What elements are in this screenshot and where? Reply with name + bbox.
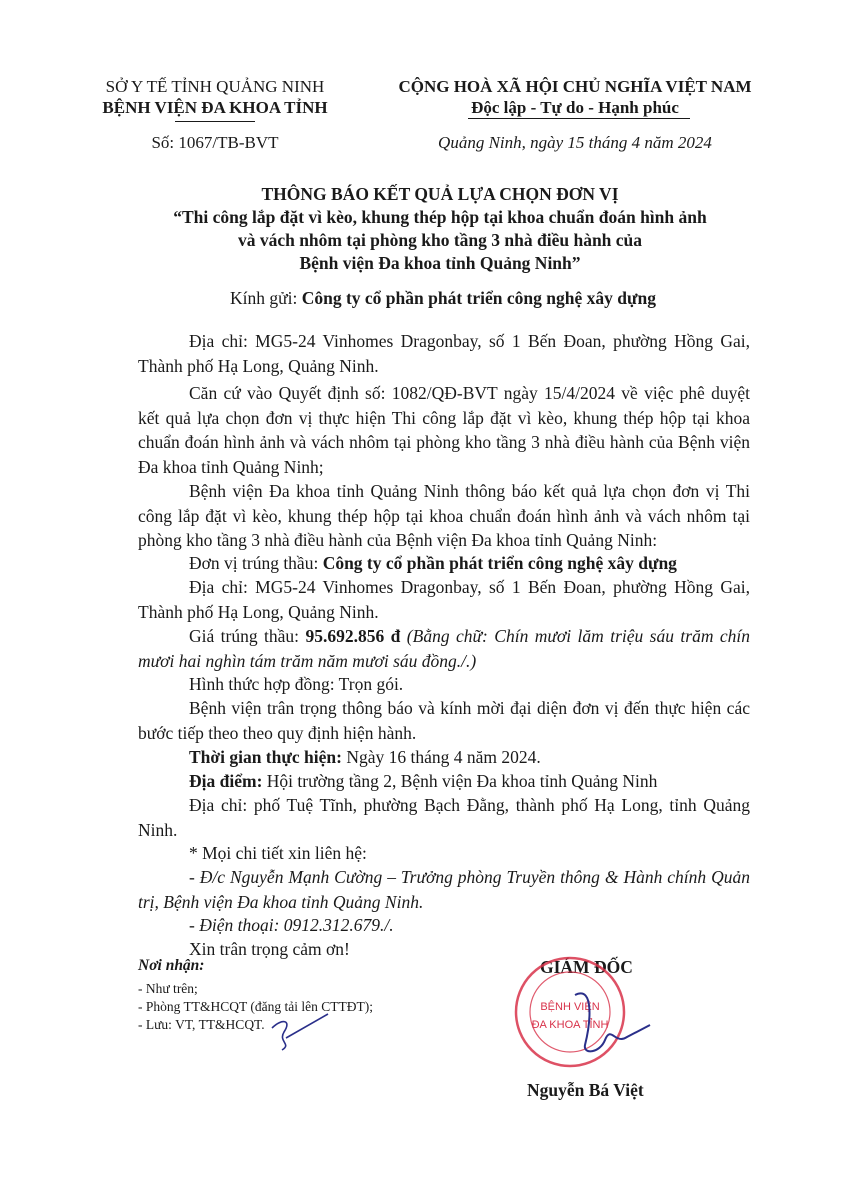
- address-paragraph-1: Địa chỉ: MG5-24 Vinhomes Dragonbay, số 1 Bến Đoan, phường Hồng Gai, Thành phố Hạ Long, Quảng Ninh.: [138, 331, 750, 376]
- nation-underline: [468, 118, 690, 119]
- contract-type: Hình thức hợp đồng: Trọn gói.: [189, 674, 404, 694]
- signature-scribble: [555, 985, 655, 1065]
- org-underline: [175, 121, 255, 122]
- winner-label: Đơn vị trúng thầu:: [189, 553, 319, 573]
- address-paragraph-2: Địa chỉ: MG5-24 Vinhomes Dragonbay, số 1 Bến Đoan, phường Hồng Gai, Thành phố Hạ Long, Quảng Ninh.: [138, 577, 750, 622]
- basis-paragraph: Căn cứ vào Quyết định số: 1082/QĐ-BVT ngày 15/4/2024 về việc phê duyệt kết quả lựa chọn đơn vị thực hiện Thi công lắp đặt vì kèo, khung thép hộp tại khoa chuẩn đoán hình ảnh và vách nhôm tại phòng kho tầng 3 nhà điều hành của Bệnh viện Đa khoa tỉnh Quảng Ninh;: [138, 383, 750, 477]
- time-value: Ngày 16 tháng 4 năm 2024.: [346, 747, 541, 767]
- venue-value: Hội trường tầng 2, Bệnh viện Đa khoa tỉnh Quảng Ninh: [266, 771, 658, 791]
- invite-paragraph: Bệnh viện trân trọng thông báo và kính mời đại diện đơn vị đến thực hiện các bước tiếp theo theo quy định hiện hành.: [138, 698, 750, 743]
- price-value: 95.692.856 đ: [305, 626, 401, 646]
- recipient-item: - Như trên;: [138, 981, 198, 996]
- doc-number: Số: 1067/TB-BVT: [151, 133, 279, 152]
- title-line2: “Thi công lắp đặt vì kèo, khung thép hộp tại khoa chuẩn đoán hình ảnh: [173, 207, 707, 227]
- time-label: Thời gian thực hiện:: [189, 747, 342, 767]
- addressee-prefix: Kính gửi:: [230, 288, 298, 308]
- contact-intro: * Mọi chi tiết xin liên hệ:: [189, 843, 367, 863]
- time-line: [138, 745, 750, 770]
- price-words: (Bằng chữ: Chín mươi lăm triệu sáu trăm chín mươi hai nghìn tám trăm năm mươi sáu đồng./.): [138, 626, 751, 671]
- title-line3: và vách nhôm tại phòng kho tầng 3 nhà điều hành của: [237, 230, 643, 250]
- price-paragraph: [138, 624, 750, 673]
- title-line4: Bệnh viện Đa khoa tỉnh Quảng Ninh”: [299, 253, 581, 273]
- place-date: Quảng Ninh, ngày 15 tháng 4 năm 2024: [438, 133, 712, 152]
- price-label: Giá trúng thầu:: [189, 626, 300, 646]
- document-title: [100, 183, 780, 275]
- nation-header: [380, 76, 770, 118]
- contact-person: - Đ/c Nguyễn Mạnh Cường – Trưởng phòng Truyền thông & Hành chính Quản trị, Bệnh viện Đa khoa tỉnh Quảng Ninh.: [138, 867, 750, 912]
- recipient-item: - Phòng TT&HCQT (đăng tải lên CTTĐT);: [138, 999, 373, 1014]
- stamp-text-1: BỆNH VIỆN: [540, 1001, 600, 1013]
- thanks-line: Xin trân trọng cảm ơn!: [189, 939, 350, 959]
- recipient-item: - Lưu: VT, TT&HCQT.: [138, 1017, 265, 1032]
- initials-mark: [262, 1008, 332, 1058]
- contact-phone: - Điện thoại: 0912.312.679./.: [189, 915, 394, 935]
- org-line1: SỞ Y TẾ TỈNH QUẢNG NINH: [105, 77, 325, 96]
- venue-label: Địa điểm:: [189, 771, 263, 791]
- org-line2: BỆNH VIỆN ĐA KHOA TỈNH: [102, 98, 328, 117]
- stamp-text-2: ĐA KHOA TỈNH: [531, 1019, 609, 1031]
- announce-paragraph: Bệnh viện Đa khoa tỉnh Quảng Ninh thông báo kết quả lựa chọn đơn vị Thi công lắp đặt vì kèo, khung thép hộp tại khoa chuẩn đoán hình ảnh và vách nhôm tại phòng kho tầng 3 nhà điều hành của Bệnh viện Đa khoa tỉnh Quảng Ninh:: [138, 481, 750, 550]
- addressee: [230, 286, 656, 310]
- recipients-title: Nơi nhận:: [138, 957, 205, 974]
- signatory-name: Nguyễn Bá Việt: [527, 1080, 644, 1100]
- title-line1: THÔNG BÁO KẾT QUẢ LỰA CHỌN ĐƠN VỊ: [261, 184, 619, 204]
- org-header: [90, 76, 340, 118]
- winner-line: [138, 551, 750, 576]
- addressee-name: Công ty cổ phần phát triển công nghệ xây dựng: [301, 288, 656, 308]
- nation-line1: CỘNG HOÀ XÃ HỘI CHỦ NGHĨA VIỆT NAM: [398, 77, 752, 96]
- nation-line2: Độc lập - Tự do - Hạnh phúc: [471, 98, 679, 117]
- signatory-role: GIÁM ĐỐC: [540, 957, 633, 977]
- venue-line: [138, 769, 750, 794]
- address-paragraph-3: Địa chỉ: phố Tuệ Tĩnh, phường Bạch Đằng, thành phố Hạ Long, tỉnh Quảng Ninh.: [138, 795, 750, 840]
- winner-name: Công ty cổ phần phát triển công nghệ xây dựng: [322, 553, 677, 573]
